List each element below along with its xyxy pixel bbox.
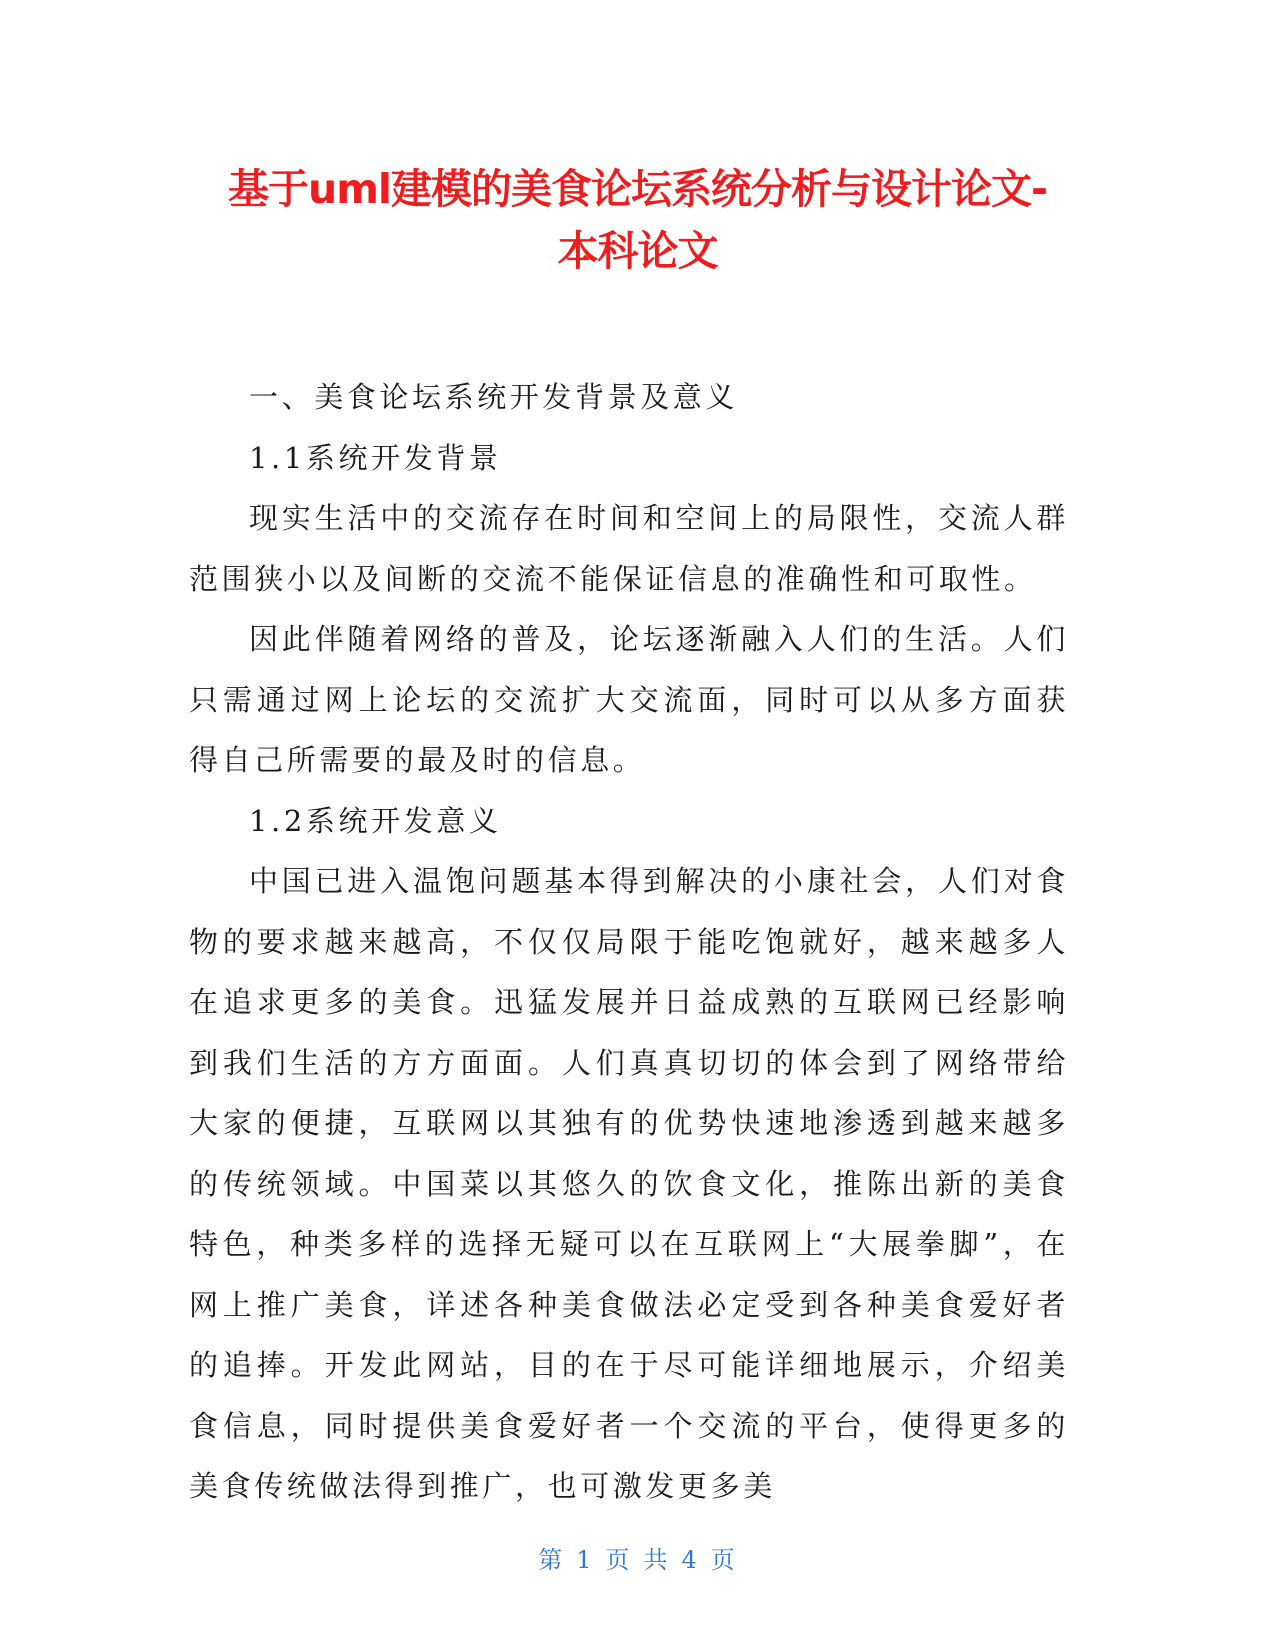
- body-paragraph: 中国已进入温饱问题基本得到解决的小康社会，人们对食物的要求越来越高，不仅仅局限于能吃饱就好，越来越多人在追求更多的美食。迅猛发展并日益成熟的互联网已经影响到我们生活的方方面面。人们真真切切的体会到了网络带给大家的便捷，互联网以其独有的优势快速地渗透到越来越多的传统领域。中国菜以其悠久的饮食文化，推陈出新的美食特色，种类多样的选择无疑可以在互联网上“大展拳脚”，在网上推广美食，详述各种美食做法必定受到各种美食爱好者的追捧。开发此网站，目的在于尽可能详细地展示，介绍美食信息，同时提供美食爱好者一个交流的平台，使得更多的美食传统做法得到推广，也可激发更多美: [189, 864, 1069, 1503]
- footer-total-unit: 页: [710, 1546, 737, 1574]
- footer-total-label: 共: [643, 1546, 670, 1574]
- footer-page-label: 第: [538, 1546, 565, 1574]
- body-paragraph: 因此伴随着网络的普及，论坛逐渐融入人们的生活。人们只需通过网上论坛的交流扩大交流面，同时可以从多方面获得自己所需要的最及时的信息。: [189, 622, 1069, 777]
- subsection-heading: 1.1系统开发背景: [249, 440, 502, 475]
- document-body: [189, 367, 1069, 1517]
- footer-total-pages: 4: [681, 1546, 699, 1574]
- title-line-2: 本科论文: [557, 227, 718, 275]
- footer-current-page: 1: [576, 1546, 594, 1574]
- page-footer: [0, 1540, 1275, 1575]
- document-title: [150, 158, 1125, 282]
- section-heading: 一、美食论坛系统开发背景及意义: [249, 380, 739, 414]
- footer-page-unit: 页: [605, 1546, 632, 1574]
- body-paragraph: 现实生活中的交流存在时间和空间上的局限性，交流人群范围狭小以及间断的交流不能保证信息的准确性和可取性。: [189, 501, 1069, 596]
- subsection-heading: 1.2系统开发意义: [249, 803, 502, 838]
- title-line-1: 基于uml建模的美食论坛系统分析与设计论文-: [228, 165, 1047, 213]
